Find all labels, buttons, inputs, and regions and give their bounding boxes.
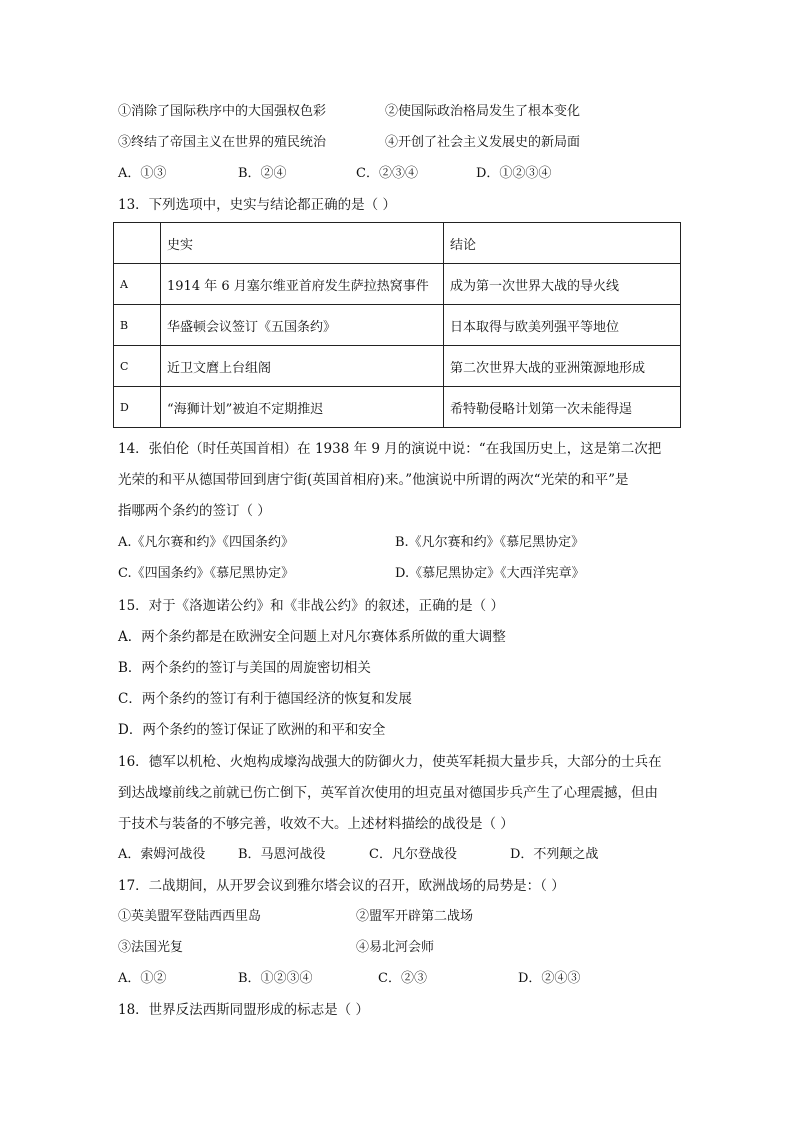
q17-option-2: ②盟军开辟第二战场 — [356, 909, 474, 924]
q14-choice-d: D.《慕尼黑协定》《大西洋宪章》 — [395, 566, 585, 581]
table-cell: D — [114, 387, 161, 428]
q16-choice-c: C．凡尔登战役 — [369, 847, 457, 862]
q15-choice-d: D．两个条约的签订保证了欧洲的和平和安全 — [118, 722, 386, 738]
table-cell: “海狮计划”被迫不定期推迟 — [161, 387, 444, 428]
q17-option-4: ④易北河会师 — [356, 940, 435, 955]
q15-choice-a: A．两个条约都是在欧洲安全问题上对凡尔赛体系所做的重大调整 — [118, 629, 506, 645]
table-row — [114, 305, 681, 346]
q12-choice-c: C．②③④ — [356, 166, 418, 181]
q14-choice-a: A.《凡尔赛和约》《四国条约》 — [118, 535, 295, 550]
table-row — [114, 387, 681, 428]
q17-stem: 17．二战期间，从开罗会议到雅尔塔会议的召开，欧洲战场的局势是：（ ） — [118, 878, 565, 894]
table-cell: 成为第一次世界大战的导火线 — [444, 264, 681, 305]
q12-option-4: ④开创了社会主义发展史的新局面 — [385, 135, 581, 150]
q17-option-1: ①英美盟军登陆西西里岛 — [118, 909, 262, 924]
q14-choice-c: C.《四国条约》《慕尼黑协定》 — [118, 566, 295, 581]
table-header-cell: 结论 — [444, 223, 681, 264]
q15-choice-b: B．两个条约的签订与美国的周旋密切相关 — [118, 660, 371, 676]
q16-choice-a: A．索姆河战役 — [118, 847, 206, 862]
q16-choice-b: B．马恩河战役 — [238, 847, 326, 862]
q16-choice-d: D．不列颠之战 — [510, 847, 599, 862]
table-cell: 近卫文麿上台组阁 — [161, 346, 444, 387]
q14-line-1: 14．张伯伦（时任英国首相）在 1938 年 9 月的演说中说：“在我国历史上，这是第二次把 — [118, 441, 662, 457]
q16-line-1: 16．德军以机枪、火炮构成壕沟战强大的防御火力，使英军耗损大量步兵，大部分的士兵在 — [118, 754, 662, 770]
q17-option-3: ③法国光复 — [118, 940, 184, 955]
q14-line-2: 光荣的和平从德国带回到唐宁街(英国首相府)来。”他演说中所谓的两次“光荣的和平”是 — [118, 472, 629, 488]
q12-option-1: ①消除了国际秩序中的大国强权色彩 — [118, 104, 327, 119]
table-row — [114, 264, 681, 305]
q16-line-2: 到达战壕前线之前就已伤亡倒下，英军首次使用的坦克虽对德国步兵产生了心理震撼，但由 — [118, 785, 658, 801]
q12-choice-a: A．①③ — [118, 166, 167, 181]
q12-choice-b: B．②④ — [238, 166, 287, 181]
table-row — [114, 223, 681, 264]
table-cell: 希特勒侵略计划第一次未能得逞 — [444, 387, 681, 428]
q15-choice-c: C．两个条约的签订有利于德国经济的恢复和发展 — [118, 691, 412, 707]
table-cell: 第二次世界大战的亚洲策源地形成 — [444, 346, 681, 387]
q18-stem: 18．世界反法西斯同盟形成的标志是（ ） — [118, 1002, 369, 1018]
table-cell: A — [114, 264, 161, 305]
q14-choice-b: B.《凡尔赛和约》《慕尼黑协定》 — [395, 535, 585, 550]
q13-table — [113, 222, 681, 428]
q16-line-3: 于技术与装备的不够完善，收效不大。上述材料描绘的战役是（ ） — [118, 816, 514, 832]
q17-choice-c: C．②③ — [378, 971, 427, 986]
q12-choice-d: D．①②③④ — [476, 166, 552, 181]
table-cell: 日本取得与欧美列强平等地位 — [444, 305, 681, 346]
table-cell: 华盛顿会议签订《五国条约》 — [161, 305, 444, 346]
q17-choice-b: B．①②③④ — [238, 971, 313, 986]
table-header-cell: 史实 — [161, 223, 444, 264]
q12-option-3: ③终结了帝国主义在世界的殖民统治 — [118, 135, 327, 150]
table-header-cell — [114, 223, 161, 264]
q13-stem: 13．下列选项中，史实与结论都正确的是（ ） — [118, 197, 396, 213]
table-cell: C — [114, 346, 161, 387]
table-row — [114, 346, 681, 387]
q17-choice-a: A．①② — [118, 971, 167, 986]
table-cell: 1914 年 6 月塞尔维亚首府发生萨拉热窝事件 — [161, 264, 444, 305]
q17-choice-d: D．②④③ — [518, 971, 581, 986]
table-cell: B — [114, 305, 161, 346]
q14-line-3: 指哪两个条约的签订（ ） — [118, 503, 271, 519]
q12-option-2: ②使国际政治格局发生了根本变化 — [385, 104, 581, 119]
q15-stem: 15．对于《洛迦诺公约》和《非战公约》的叙述，正确的是（ ） — [118, 598, 504, 614]
